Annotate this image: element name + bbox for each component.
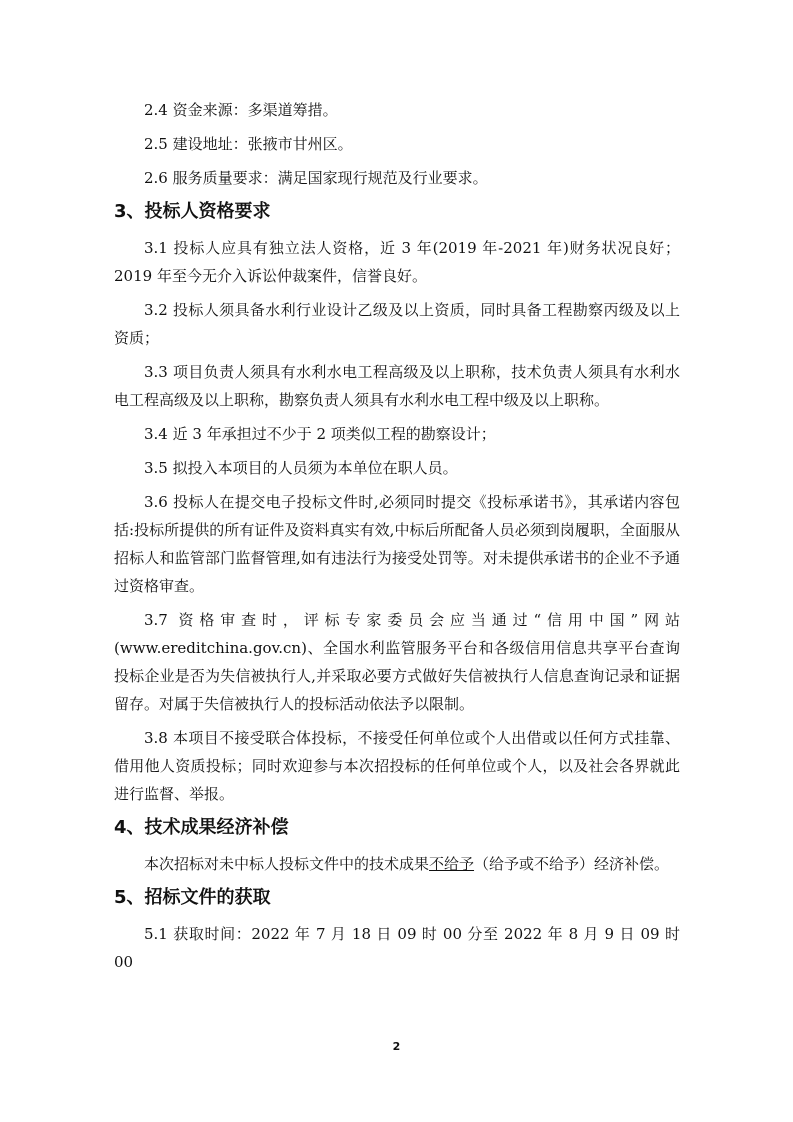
page-number: 2: [392, 1040, 401, 1053]
section-4-heading: 4、技术成果经济补偿: [114, 817, 289, 838]
section-3-heading: 3、投标人资格要求: [114, 201, 271, 222]
clause-3-1: 3.1 投标人应具有独立法人资格，近 3 年(2019 年-2021 年)财务状况良好；2019 年至今无介入诉讼仲裁案件，信誉良好。: [114, 239, 680, 285]
clause-3-2: 3.2 投标人须具备水利行业设计乙级及以上资质，同时具备工程勘察丙级及以上资质；: [114, 301, 680, 347]
clause-2-4: 2.4 资金来源：多渠道筹措。: [144, 101, 338, 119]
compensation-choice-underlined: 不给予: [429, 855, 475, 873]
clause-2-5: 2.5 建设地址：张掖市甘州区。: [144, 135, 353, 153]
clause-3-6: 3.6 投标人在提交电子投标文件时,必须同时提交《投标承诺书》，其承诺内容包括:投标所提供的所有证件及资料真实有效,中标后所配备人员必须到岗履职，全面服从招标人和监管部门监督管理,如有违法行为接受处罚等。对未提供承诺书的企业不予通过资格审查。: [114, 493, 680, 595]
section-5-heading: 5、招标文件的获取: [114, 887, 271, 908]
clause-3-7: 3.7 资格审查时，评标专家委员会应当通过“信用中国”网站(www.ereditchina.gov.cn)、全国水利监管服务平台和各级信用信息共享平台查询投标企业是否为失信被执行人,并采取必要方式做好失信被执行人信息查询记录和证据留存。对属于失信被执行人的投标活动依法予以限制。: [114, 611, 680, 713]
clause-3-5: 3.5 拟投入本项目的人员须为本单位在职人员。: [144, 459, 458, 477]
document-body: [114, 96, 680, 976]
clause-3-4: 3.4 近 3 年承担过不少于 2 项类似工程的勘察设计；: [144, 425, 496, 443]
clause-3-8: 3.8 本项目不接受联合体投标，不接受任何单位或个人出借或以任何方式挂靠、借用他人资质投标；同时欢迎参与本次招投标的任何单位或个人，以及社会各界就此进行监督、举报。: [114, 729, 680, 803]
compensation-text-before: 本次招标对未中标人投标文件中的技术成果: [144, 855, 430, 873]
clause-2-6: 2.6 服务质量要求：满足国家现行规范及行业要求。: [144, 169, 488, 187]
clause-3-3: 3.3 项目负责人须具有水利水电工程高级及以上职称，技术负责人须具有水利水电工程高级及以上职称，勘察负责人须具有水利水电工程中级及以上职称。: [114, 363, 680, 409]
compensation-text-after: （给予或不给予）经济补偿。: [474, 855, 670, 873]
clause-5-1: 5.1 获取时间：2022 年 7 月 18 日 09 时 00 分至 2022 年 8 月 9 日 09 时 00: [114, 925, 680, 971]
clause-4-compensation: [114, 850, 680, 878]
